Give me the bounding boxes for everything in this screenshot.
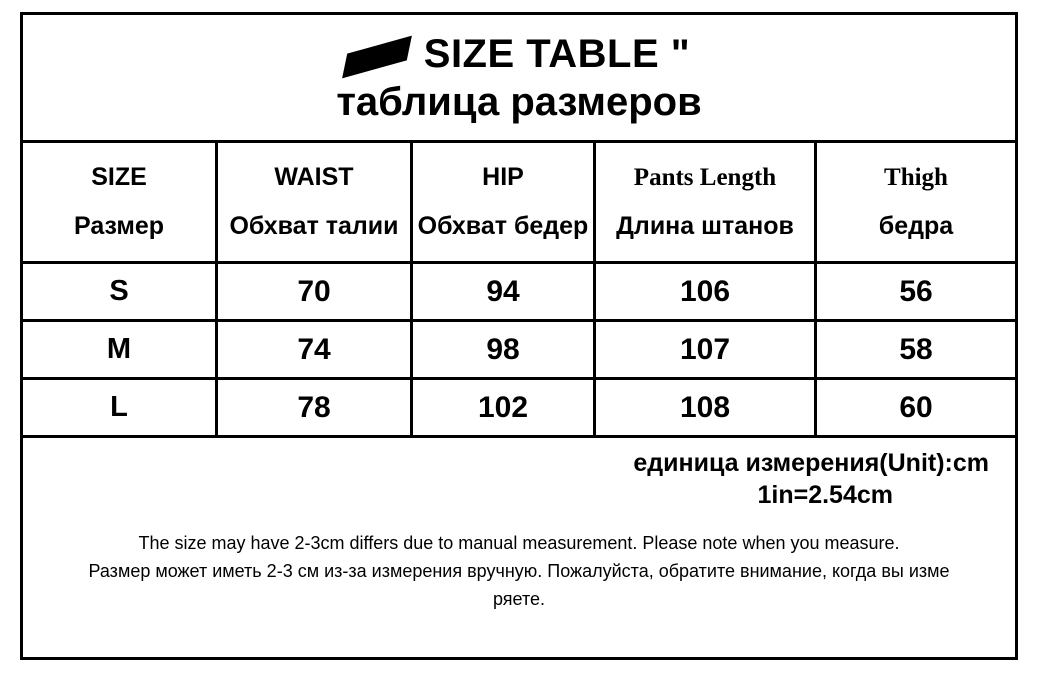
header-waist-ru: Обхват талии: [229, 212, 399, 241]
row-l-size: L: [23, 379, 217, 437]
table-row: [23, 379, 1015, 437]
table-header-row: [23, 143, 1015, 263]
row-l-thigh: 60: [816, 379, 1016, 437]
note-english: The size may have 2-3cm differs due to manual measurement. Please note when you measure.: [138, 532, 900, 553]
title-russian: таблица размеров: [336, 80, 702, 124]
header-hip-en: HIP: [482, 162, 524, 191]
measurement-notes: [49, 530, 989, 614]
note-russian-line2: ряете.: [492, 588, 546, 609]
header-waist: [217, 143, 412, 263]
size-table-frame: [20, 12, 1018, 660]
title-english: SIZE TABLE ": [423, 32, 691, 76]
row-m-waist: 74: [217, 321, 412, 379]
measurements-table: [23, 143, 1015, 438]
row-m-hip: 98: [412, 321, 595, 379]
title-line-english: [23, 33, 1015, 75]
header-hip: [412, 143, 595, 263]
header-pants-length: [595, 143, 816, 263]
row-m-size: M: [23, 321, 217, 379]
row-l-length: 108: [595, 379, 816, 437]
row-m-thigh: 58: [816, 321, 1016, 379]
slash-mark-icon: [342, 36, 412, 79]
header-pants-length-en: Pants Length: [633, 163, 777, 191]
header-size: [23, 143, 217, 263]
header-waist-en: WAIST: [274, 162, 354, 191]
row-l-hip: 102: [412, 379, 595, 437]
unit-and-notes-block: [23, 438, 1015, 657]
table-row: [23, 321, 1015, 379]
unit-line-conversion: 1in=2.54cm: [757, 481, 893, 510]
header-pants-length-ru: Длина штанов: [616, 212, 794, 241]
row-s-size: S: [23, 263, 217, 321]
header-size-en: SIZE: [91, 162, 147, 191]
header-thigh: [816, 143, 1016, 263]
header-size-ru: Размер: [73, 212, 165, 241]
title-block: [23, 15, 1015, 143]
table-row: [23, 263, 1015, 321]
row-m-length: 107: [595, 321, 816, 379]
header-thigh-ru: бедра: [878, 212, 954, 241]
header-thigh-en: Thigh: [884, 163, 948, 191]
row-s-thigh: 56: [816, 263, 1016, 321]
header-hip-ru: Обхват бедер: [417, 212, 589, 241]
row-l-waist: 78: [217, 379, 412, 437]
row-s-waist: 70: [217, 263, 412, 321]
unit-line-primary: единица измерения(Unit):cm: [633, 449, 989, 478]
note-russian-line1: Размер может иметь 2-3 см из-за измерения вручную. Пожалуйста, обратите внимание, когда вы изме: [88, 560, 950, 581]
row-s-length: 106: [595, 263, 816, 321]
row-s-hip: 94: [412, 263, 595, 321]
